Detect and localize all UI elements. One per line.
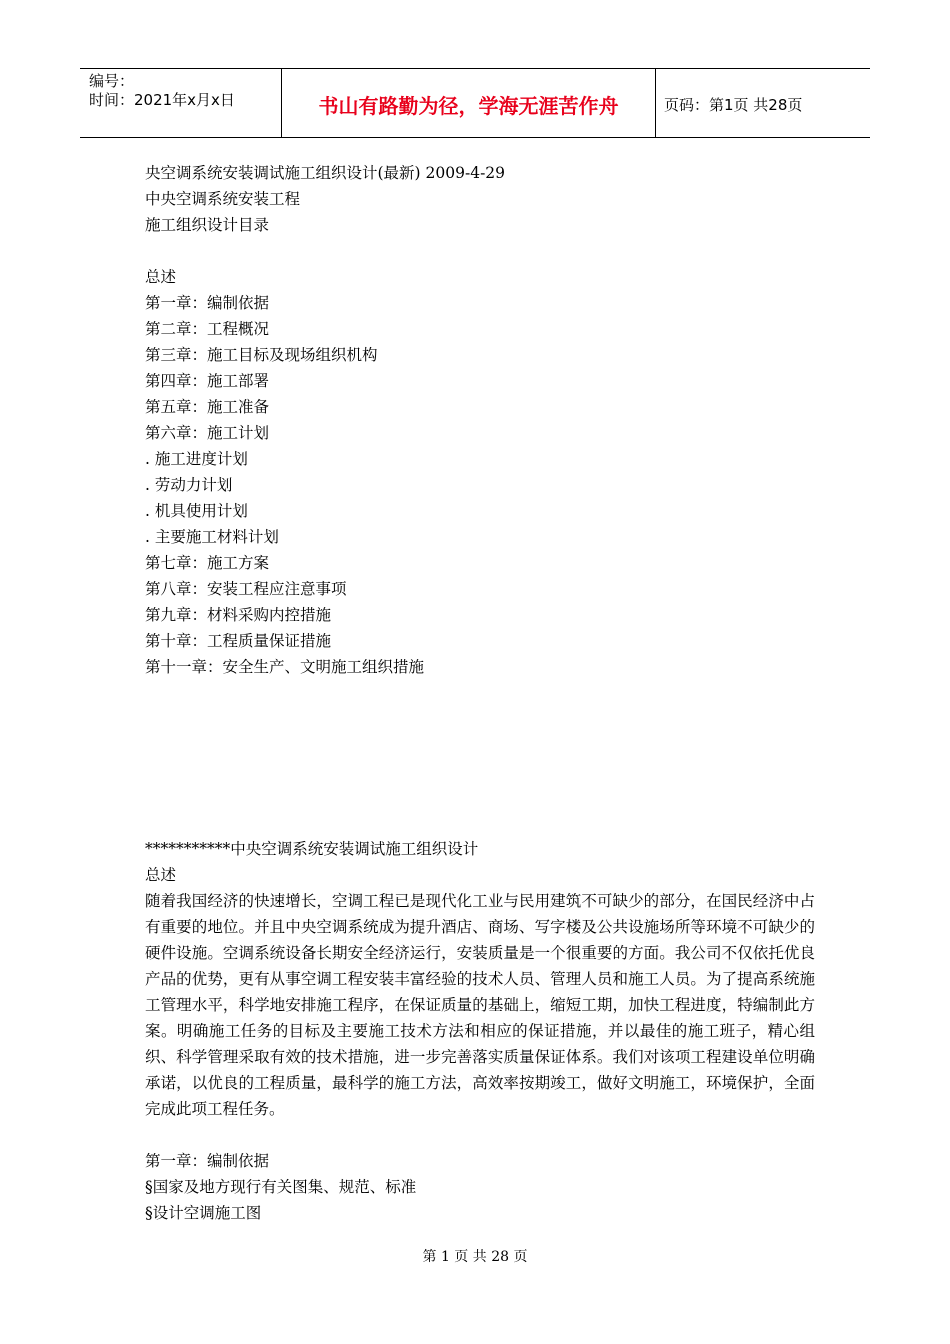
document-body xyxy=(145,160,815,1226)
toc-item: 第六章：施工计划 xyxy=(145,424,270,442)
toc-item: 第十一章：安全生产、文明施工组织措施 xyxy=(145,658,425,676)
toc-item: 第十章：工程质量保证措施 xyxy=(145,632,332,650)
toc-item: 第八章：安装工程应注意事项 xyxy=(145,580,347,598)
toc-item: 第一章：编制依据 xyxy=(145,294,270,312)
page-header xyxy=(80,68,870,138)
summary-paragraph: 随着我国经济的快速增长，空调工程已是现代化工业与民用建筑不可缺少的部分，在国民经济中占有重要的地位。并且中央空调系统成为提升酒店、商场、写字楼及公共设施场所等环境不可缺少的硬件设施。空调系统设备长期安全经济运行，安装质量是一个很重要的方面。我公司不仅依托优良产品的优势，更有从事空调工程安装丰富经验的技术人员、管理人员和施工人员。为了提高系统施工管理水平，科学地安排施工程序，在保证质量的基础上，缩短工期，加快工程进度，特编制此方案。明确施工任务的目标及主要施工技术方法和相应的保证措施，并以最佳的施工班子，精心组织、科学管理采取有效的技术措施，进一步完善落实质量保证体系。我们对该项工程建设单位明确承诺，以优良的工程质量，最科学的施工方法，高效率按期竣工，做好文明施工，环境保护，全面完成此项工程任务。 xyxy=(145,892,815,1118)
toc-item: 第五章：施工准备 xyxy=(145,398,270,416)
chapter1-item: §设计空调施工图 xyxy=(145,1204,262,1222)
toc-list xyxy=(145,264,815,680)
time-label: 时间：2021年x月x日 xyxy=(89,91,235,109)
serial-label: 编号： xyxy=(89,72,135,90)
doc-title-line: 央空调系统安装调试施工组织设计(最新) 2009-4-29 xyxy=(145,164,506,182)
toc-item: 第二章：工程概况 xyxy=(145,320,270,338)
summary-heading: 总述 xyxy=(145,866,177,884)
header-page-info: 页码：第1页 共28页 xyxy=(664,95,803,114)
header-motto: 书山有路勤为径，学海无涯苦作舟 xyxy=(282,69,656,137)
header-meta xyxy=(80,69,282,137)
toc-item: . 主要施工材料计划 xyxy=(145,528,279,546)
section-title: ***********中央空调系统安装调试施工组织设计 xyxy=(145,840,479,858)
toc-item: 第七章：施工方案 xyxy=(145,554,270,572)
toc-title: 施工组织设计目录 xyxy=(145,216,270,234)
toc-item: 第四章：施工部署 xyxy=(145,372,270,390)
chapter1-item: §国家及地方现行有关图集、规范、标准 xyxy=(145,1178,417,1196)
toc-item: . 施工进度计划 xyxy=(145,450,248,468)
page-footer: 第 1 页 共 28 页 xyxy=(422,1249,528,1265)
toc-item: 第九章：材料采购内控措施 xyxy=(145,606,332,624)
chapter1-heading: 第一章：编制依据 xyxy=(145,1152,270,1170)
project-line: 中央空调系统安装工程 xyxy=(145,190,301,208)
toc-item: 总述 xyxy=(145,268,177,286)
toc-item: 第三章：施工目标及现场组织机构 xyxy=(145,346,378,364)
toc-item: . 劳动力计划 xyxy=(145,476,233,494)
toc-item: . 机具使用计划 xyxy=(145,502,248,520)
